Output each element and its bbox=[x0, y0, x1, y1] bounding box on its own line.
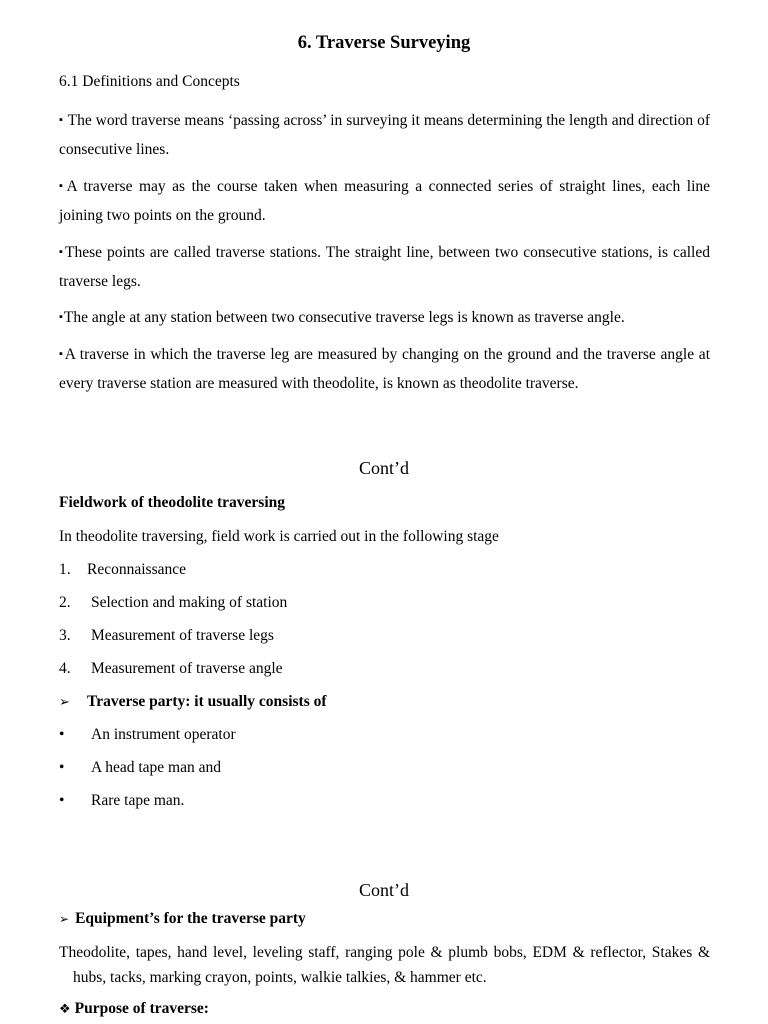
list-item-text: Reconnaissance bbox=[87, 561, 186, 578]
square-bullet-icon: ▪ bbox=[59, 180, 66, 192]
definition-paragraph bbox=[59, 340, 710, 398]
equipment-heading bbox=[59, 910, 306, 928]
purpose-heading-text: Purpose of traverse: bbox=[74, 1000, 209, 1017]
list-item bbox=[59, 759, 221, 777]
list-number: 1. bbox=[59, 561, 71, 578]
dot-bullet-icon: • bbox=[59, 759, 65, 776]
list-number: 3. bbox=[59, 627, 71, 644]
list-item-text: Rare tape man. bbox=[91, 792, 185, 809]
list-number: 2. bbox=[59, 594, 71, 611]
list-item bbox=[59, 561, 186, 579]
definition-text: These points are called traverse stations. The straight line, between two consecutive stations, is called traverse legs. bbox=[59, 244, 710, 290]
contd-heading: Cont’d bbox=[358, 458, 409, 478]
party-heading bbox=[59, 693, 327, 711]
list-item-text: A head tape man and bbox=[91, 759, 221, 776]
definition-paragraph bbox=[59, 238, 710, 296]
purpose-heading bbox=[59, 1000, 209, 1018]
definition-text: A traverse in which the traverse leg are measured by changing on the ground and the traverse angle at every traverse station are measured with theodolite, is known as theodolite traverse. bbox=[59, 346, 710, 392]
list-item bbox=[59, 792, 184, 810]
dot-bullet-icon: • bbox=[59, 792, 65, 809]
equipment-list-paragraph bbox=[59, 940, 710, 990]
fieldwork-intro: In theodolite traversing, field work is carried out in the following stage bbox=[59, 528, 499, 545]
definition-paragraph bbox=[59, 303, 710, 333]
list-number: 4. bbox=[59, 660, 71, 677]
list-item bbox=[59, 627, 274, 645]
arrowhead-bullet-icon: ➢ bbox=[59, 912, 70, 926]
list-item bbox=[59, 660, 283, 678]
list-item-text: Selection and making of station bbox=[91, 594, 288, 611]
diamond-bullet-icon: ❖ bbox=[59, 1002, 71, 1017]
equipment-heading-text: Equipment’s for the traverse party bbox=[75, 910, 306, 927]
definition-text: The angle at any station between two consecutive traverse legs is known as traverse angle. bbox=[63, 309, 625, 326]
contd-heading: Cont’d bbox=[358, 880, 409, 900]
equipment-line: Theodolite, tapes, hand level, leveling staff, ranging pole & plumb bobs, EDM & reflector, Stakes & bbox=[59, 944, 710, 961]
square-bullet-icon: ▪ bbox=[59, 114, 63, 126]
equipment-line: hubs, tacks, marking crayon, points, walkie talkies, & hammer etc. bbox=[73, 969, 487, 986]
list-item-text: An instrument operator bbox=[91, 726, 236, 743]
arrowhead-bullet-icon: ➢ bbox=[59, 695, 70, 710]
list-item-text: Measurement of traverse angle bbox=[91, 660, 283, 677]
square-bullet-icon: ▪ bbox=[59, 348, 64, 360]
party-heading-text: Traverse party: it usually consists of bbox=[87, 693, 327, 710]
page-title: 6. Traverse Surveying bbox=[297, 33, 471, 53]
section-heading: 6.1 Definitions and Concepts bbox=[59, 73, 240, 90]
square-bullet-icon: ▪ bbox=[59, 311, 63, 323]
list-item bbox=[59, 726, 236, 744]
definition-text: A traverse may as the course taken when measuring a connected series of straight lines, each line joining two points on the ground. bbox=[59, 178, 710, 224]
list-item bbox=[59, 594, 287, 612]
square-bullet-icon: ▪ bbox=[59, 246, 65, 258]
fieldwork-heading: Fieldwork of theodolite traversing bbox=[59, 494, 286, 511]
definition-paragraph bbox=[59, 172, 710, 230]
dot-bullet-icon: • bbox=[59, 726, 65, 743]
definition-text: The word traverse means ‘passing across’ in surveying it means determining the length and direction of consecutive lines. bbox=[59, 112, 710, 158]
list-item-text: Measurement of traverse legs bbox=[91, 627, 274, 644]
definition-paragraph bbox=[59, 106, 710, 164]
